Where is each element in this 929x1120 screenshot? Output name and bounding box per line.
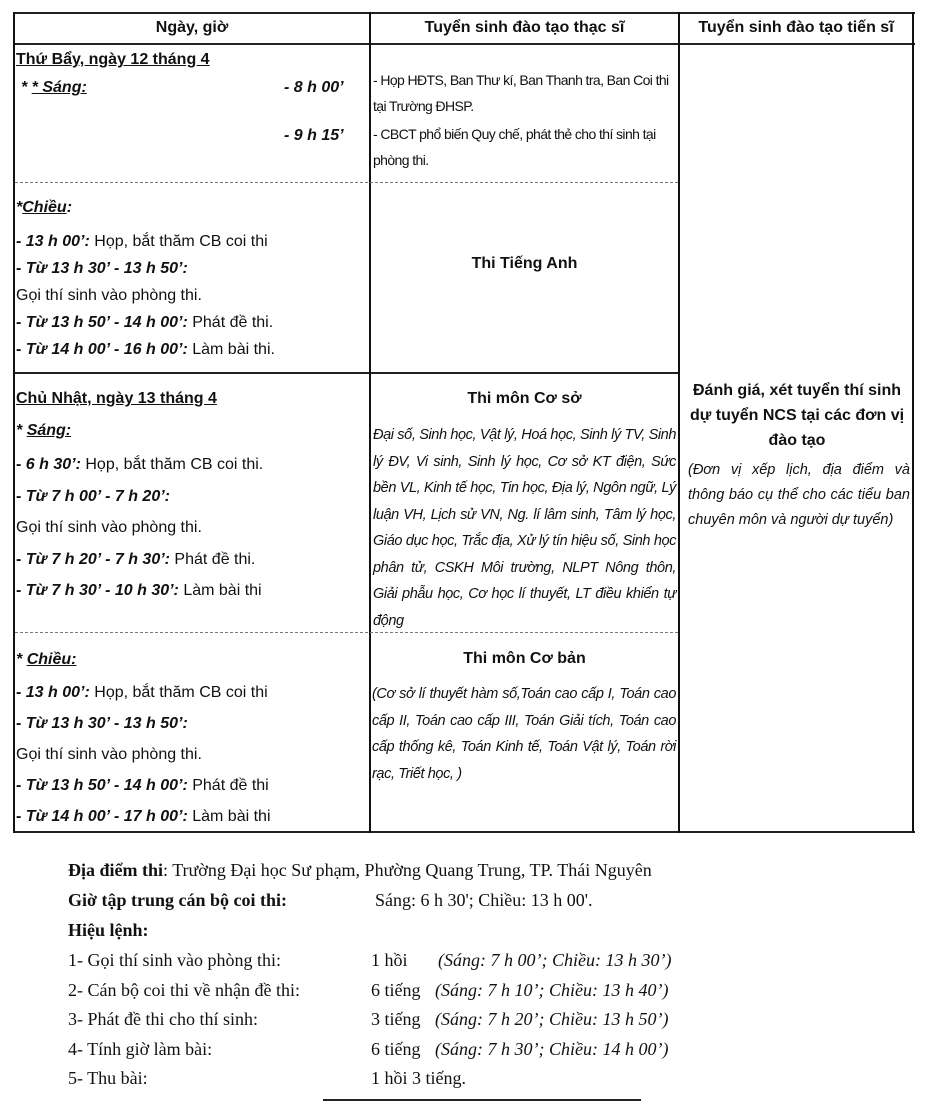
item-text: Phát đề thi. <box>169 550 256 568</box>
master-sunday-afternoon-subjects: (Cơ sở lí thuyết hàm số,Toán cao cấp I, Toán cao cấp II, Toán cao cấp III, Toán Giải tích, Toán cao cấp thống kê, Toán Kinh tế, Toán Vật lý, Toán rời rạc, Triết học, ) <box>372 686 676 782</box>
item-prefix: - <box>16 777 26 794</box>
signal-times: (Sáng: 7 h 10’; Chiều: 13 h 40’) <box>435 979 669 1000</box>
sunday-afternoon-label: * Chiều: <box>16 651 77 668</box>
item-time: 6 h 30’: <box>25 456 81 473</box>
schedule-item <box>16 739 366 770</box>
item-prefix: - <box>16 582 26 599</box>
sunday-date: Chủ Nhật, ngày 13 tháng 4 <box>16 390 217 407</box>
signal-row <box>68 1005 669 1035</box>
signal-name: 5- Thu bài: <box>68 1068 148 1089</box>
schedule-item <box>16 544 366 576</box>
item-prefix: - <box>16 684 26 701</box>
schedule-item <box>16 708 366 739</box>
item-time: Từ 13 h 30’ - 13 h 50’: <box>25 260 188 277</box>
end-rule <box>323 1099 641 1101</box>
header-date-time: Ngày, giờ <box>155 19 229 36</box>
schedule-item <box>16 575 366 607</box>
schedule-item <box>16 481 366 513</box>
schedule-item <box>16 801 366 832</box>
master-saturday-item-2: - CBCT phổ biến Quy chế, phát thẻ cho thí sinh tại phòng thi. <box>373 126 656 168</box>
item-text: Họp, bắt thăm CB coi thi <box>89 233 268 250</box>
signal-times: (Sáng: 7 h 20’; Chiều: 13 h 50’) <box>435 1009 669 1030</box>
item-prefix: - <box>16 456 26 473</box>
schedule-item <box>16 770 366 801</box>
saturday-afternoon-label: *Chiều: <box>16 199 73 216</box>
location-label: Địa điểm thi <box>68 860 164 880</box>
item-time: Từ 7 h 30’ - 10 h 30’: <box>25 582 179 599</box>
signal-name: 4- Tính giờ làm bài: <box>68 1038 213 1059</box>
gather-row <box>68 886 593 916</box>
item-text: Phát đề thi. <box>187 314 274 331</box>
signal-count: 1 hồi <box>371 950 408 970</box>
item-time: Từ 13 h 50’ - 14 h 00’: <box>25 314 188 331</box>
sunday-morning-label-text: Sáng: <box>26 422 72 439</box>
saturday-time-2: - 9 h 15’ <box>284 127 344 144</box>
item-time: Từ 14 h 00’ - 17 h 00’: <box>25 808 188 825</box>
signal-count: 6 tiếng <box>371 979 421 1000</box>
item-text: Gọi thí sinh vào phòng thi. <box>16 287 202 304</box>
doctoral-title: Đánh giá, xét tuyển thí sinh dự tuyển NCS tại các đơn vị đào tạo <box>689 382 905 449</box>
column-divider-1 <box>369 12 371 833</box>
saturday-afternoon-list <box>16 228 366 363</box>
session-divider-sat <box>15 182 678 183</box>
signal-times: (Sáng: 7 h 30’; Chiều: 14 h 00’) <box>435 1038 669 1059</box>
item-time: Từ 7 h 20’ - 7 h 30’: <box>25 550 170 568</box>
gather-value: Sáng: 6 h 30'; Chiều: 13 h 00'. <box>375 890 593 910</box>
item-time: 13 h 00’: <box>25 684 90 701</box>
item-time: Từ 13 h 30’ - 13 h 50’: <box>25 715 188 732</box>
table-border-right <box>912 12 914 833</box>
item-time: Từ 7 h 00’ - 7 h 20’: <box>25 487 170 505</box>
sunday-morning-list <box>16 449 366 607</box>
schedule-item <box>16 449 366 481</box>
saturday-afternoon-label-text: Chiều <box>22 199 67 216</box>
item-prefix: - <box>16 341 26 358</box>
item-prefix: - <box>16 487 26 505</box>
item-prefix: - <box>16 314 26 331</box>
schedule-item <box>16 512 366 544</box>
table-border-left <box>13 12 15 833</box>
master-sunday-morning-subjects: Đại số, Sinh học, Vật lý, Hoá học, Sinh lý TV, Sinh lý ĐV, Vi sinh, Sinh lý học, Cơ sở KT điện, Sức bền VL, Kinh tế học, Tin học, Địa lý, Ngôn ngữ, Lý luận VH, Lịch sử VN, Ng. lí lâm sinh, Tâm lý học, Giáo dục học, Trắc địa, Xử lý tín hiệu số, Sinh học phân tử, CSKH Môi trường, NLPT Nông thôn, Giải phẫu học, Cơ học lí thuyết, LT điều khiển tự động <box>373 427 676 629</box>
item-prefix: - <box>16 715 26 732</box>
sunday-afternoon-label-text: Chiều: <box>26 651 77 668</box>
schedule-item <box>16 677 366 708</box>
schedule-item <box>16 309 366 336</box>
master-sunday-afternoon-title: Thi môn Cơ bản <box>463 650 586 667</box>
column-divider-2 <box>678 12 680 833</box>
signals-label: Hiệu lệnh: <box>68 920 149 940</box>
day-divider <box>13 372 679 374</box>
saturday-time-1: - 8 h 00’ <box>284 79 344 96</box>
location-row <box>68 856 652 886</box>
signal-name: 1- Gọi thí sinh vào phòng thi: <box>68 950 281 970</box>
item-prefix: - <box>16 233 26 250</box>
item-prefix: - <box>16 550 26 568</box>
saturday-morning-label-text: * Sáng: <box>31 79 87 96</box>
signal-count: 6 tiếng <box>371 1038 421 1059</box>
item-text: Gọi thí sinh vào phòng thi. <box>16 519 202 536</box>
signal-row <box>68 946 672 976</box>
schedule-item <box>16 282 366 309</box>
item-time: Từ 13 h 50’ - 14 h 00’: <box>25 777 188 794</box>
item-time: 13 h 00’: <box>25 233 90 250</box>
item-text: Họp, bắt thăm CB coi thi. <box>80 456 264 473</box>
signal-row <box>68 976 669 1006</box>
item-text: Làm bài thi. <box>187 341 275 358</box>
saturday-morning-label: * * Sáng: <box>21 79 87 96</box>
master-saturday-item-1: - Họp HĐTS, Ban Thư kí, Ban Thanh tra, Ban Coi thi tại Trường ĐHSP. <box>373 72 669 114</box>
item-time: Từ 14 h 00’ - 16 h 00’: <box>25 341 188 358</box>
item-text: Làm bài thi <box>178 582 262 599</box>
item-prefix: - <box>16 260 26 277</box>
doctoral-note: (Đơn vị xếp lịch, địa điểm và thông báo cụ thể cho các tiểu ban chuyên môn và người dự tuyển) <box>688 462 910 528</box>
item-text: Họp, bắt thăm CB coi thi <box>89 684 268 701</box>
master-sunday-morning-title: Thi môn Cơ sở <box>467 390 582 407</box>
signal-row <box>68 1064 466 1094</box>
signal-times: (Sáng: 7 h 00’; Chiều: 13 h 30’) <box>438 950 672 970</box>
schedule-item <box>16 228 366 255</box>
item-text: Làm bài thi <box>187 808 271 825</box>
location-value: : Trường Đại học Sư phạm, Phường Quang Trung, TP. Thái Nguyên <box>163 860 652 880</box>
signal-name: 3- Phát đề thi cho thí sinh: <box>68 1009 258 1030</box>
sunday-morning-label: * Sáng: <box>16 422 72 439</box>
signal-count: 1 hồi 3 tiếng. <box>371 1068 466 1089</box>
sunday-afternoon-list <box>16 677 366 832</box>
saturday-date: Thứ Bẩy, ngày 12 tháng 4 <box>16 51 210 68</box>
header-master: Tuyển sinh đào tạo thạc sĩ <box>424 19 625 36</box>
header-doctoral: Tuyển sinh đào tạo tiến sĩ <box>698 19 894 36</box>
signal-count: 3 tiếng <box>371 1009 421 1030</box>
master-saturday-afternoon: Thi Tiếng Anh <box>471 255 578 272</box>
gather-label: Giờ tập trung cán bộ coi thi: <box>68 890 287 910</box>
signal-name: 2- Cán bộ coi thi về nhận đề thi: <box>68 979 300 1000</box>
item-prefix: - <box>16 808 26 825</box>
item-text: Gọi thí sinh vào phòng thi. <box>16 746 202 763</box>
schedule-item <box>16 255 366 282</box>
schedule-item <box>16 336 366 363</box>
item-text: Phát đề thi <box>187 777 269 794</box>
signal-row <box>68 1035 669 1065</box>
